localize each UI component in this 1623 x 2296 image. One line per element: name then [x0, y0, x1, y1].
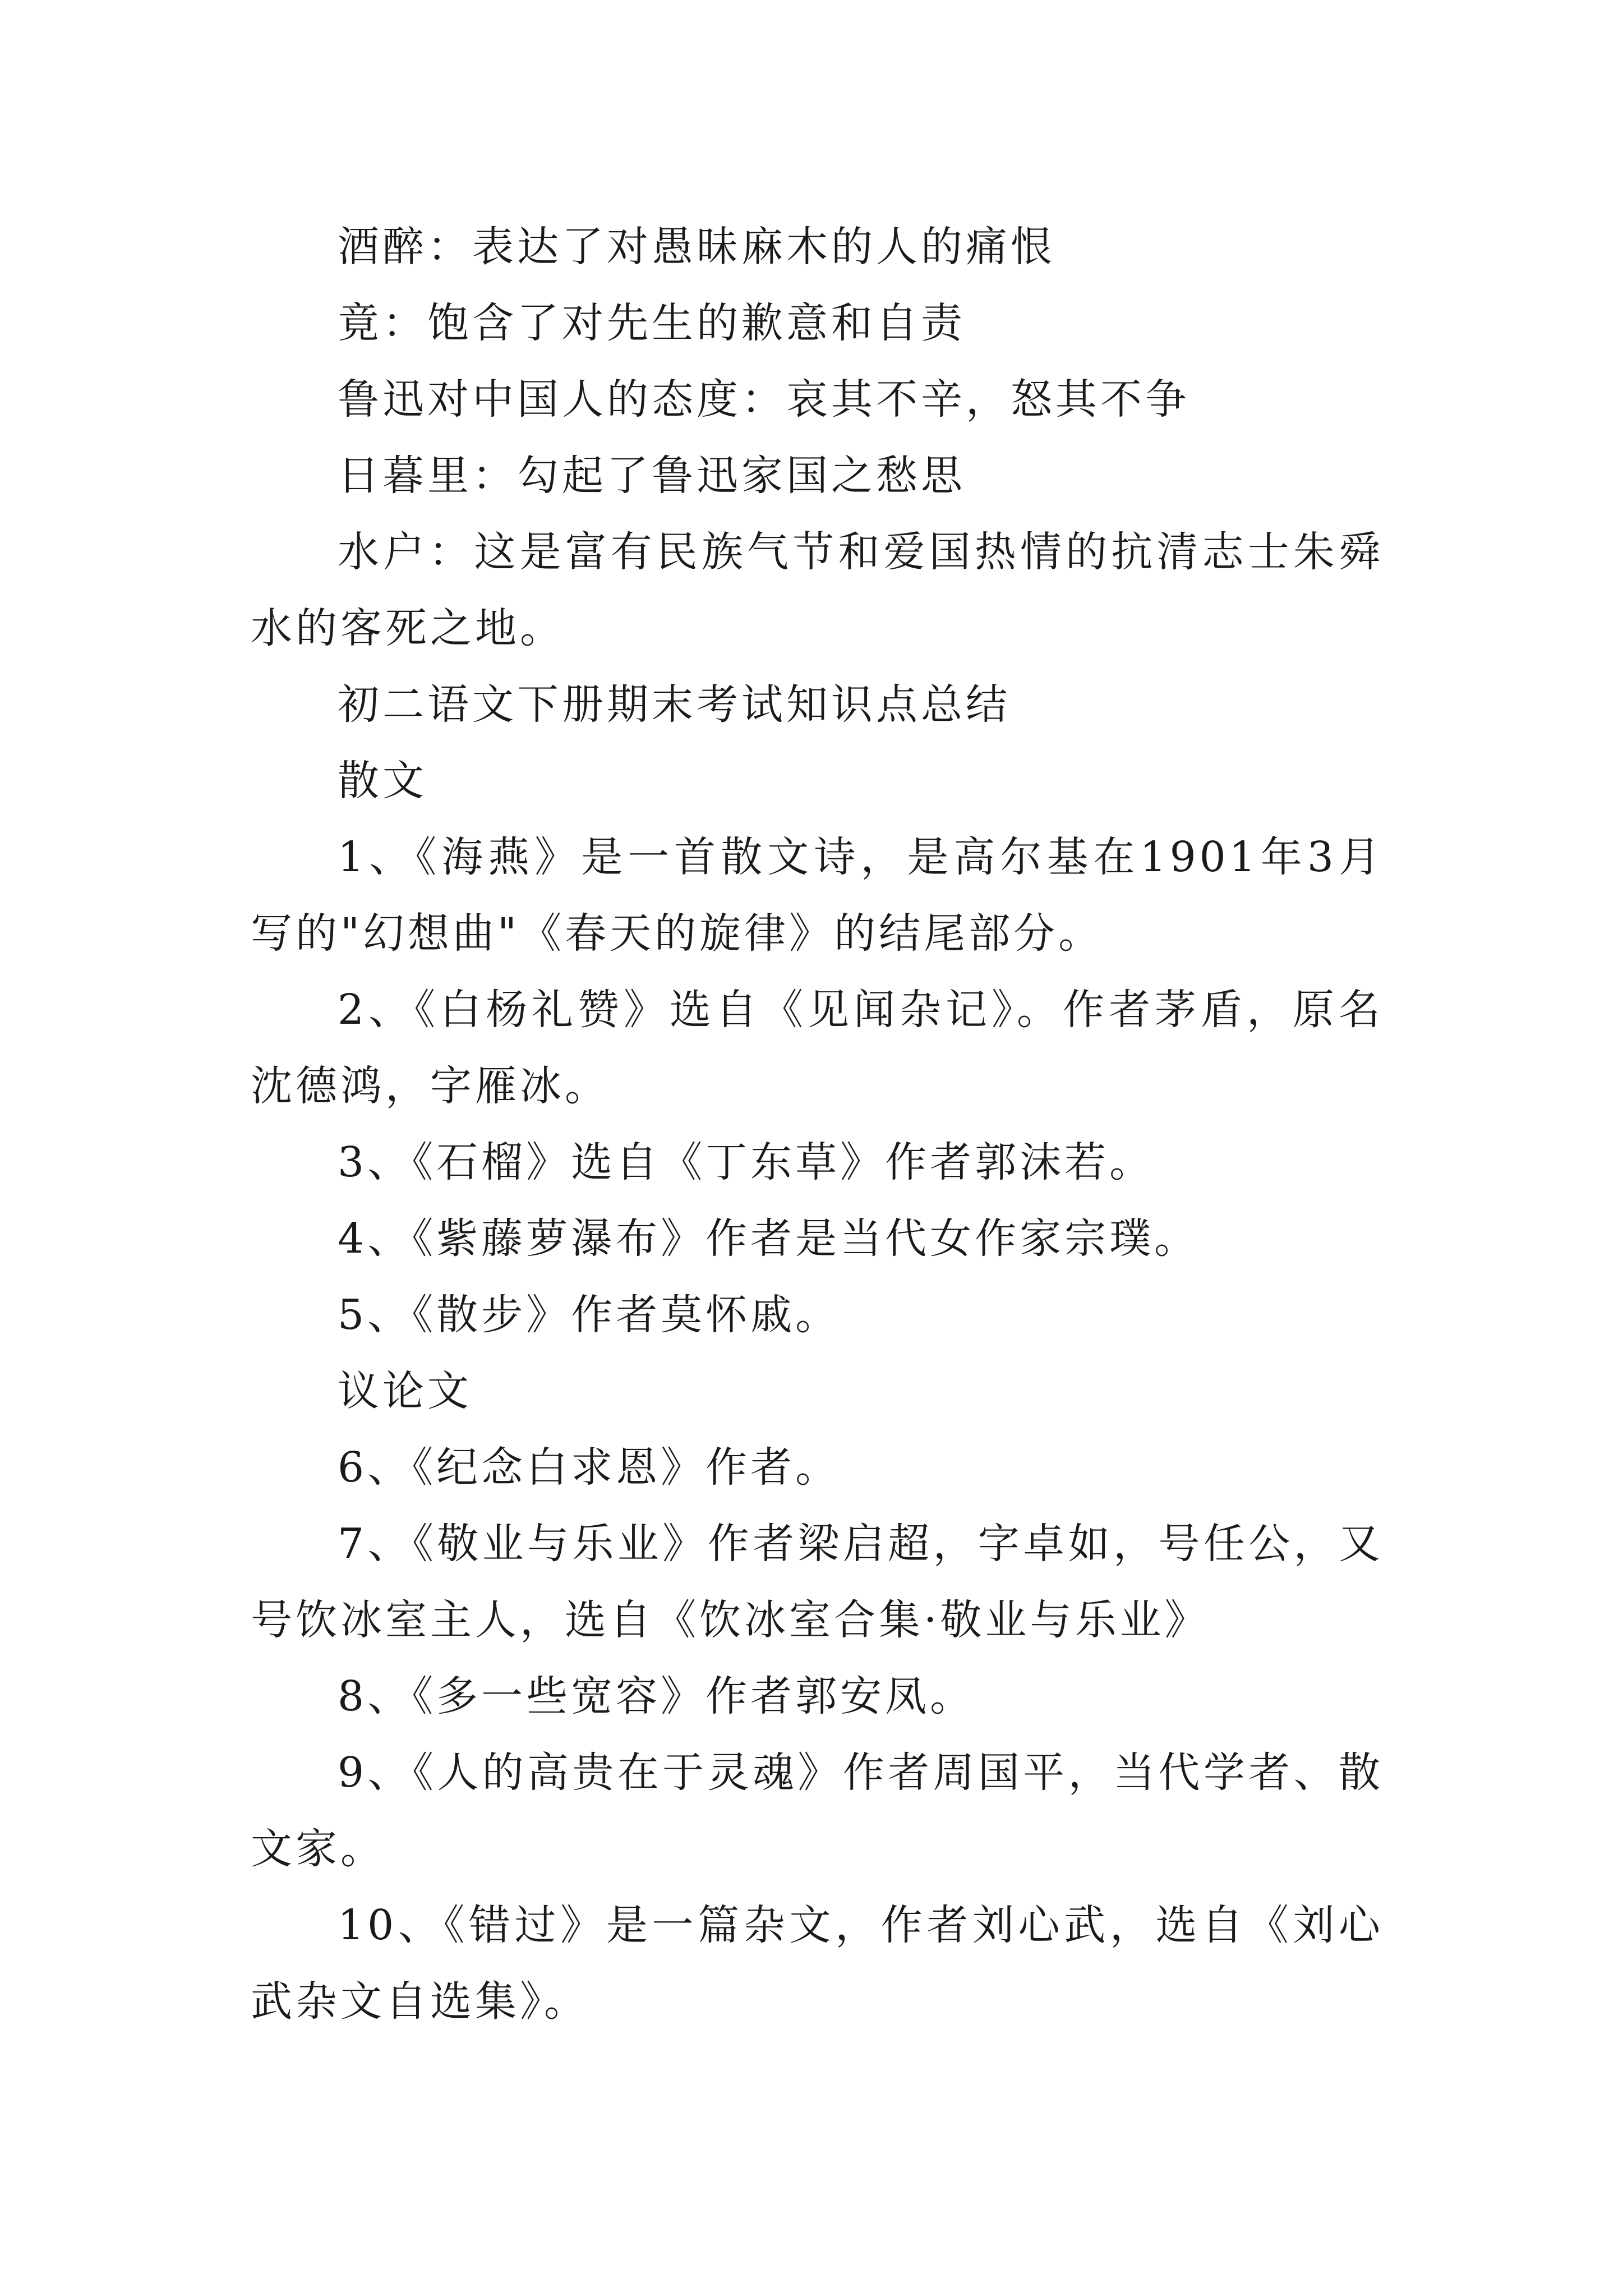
- paragraph: 竟：饱含了对先生的歉意和自责: [338, 299, 966, 347]
- section-heading: 初二语文下册期末考试知识点总结: [338, 680, 1011, 729]
- list-item: 8、《多一些宽容》作者郭安凤。: [338, 1672, 975, 1720]
- paragraph: 日暮里：勾起了鲁迅家国之愁思: [338, 452, 966, 500]
- list-item: 9、《人的高贵在于灵魂》作者周国平，当代学者、散文家。: [251, 1749, 1384, 1873]
- list-item: 7、《敬业与乐业》作者梁启超，字卓如，号任公，又号饮冰室主人，选自《饮冰室合集·敬业与乐业》: [251, 1520, 1384, 1644]
- paragraph: 水户：这是富有民族气节和爱国热情的抗清志士朱舜水的客死之地。: [251, 528, 1384, 652]
- list-item: 4、《紫藤萝瀑布》作者是当代女作家宗璞。: [338, 1214, 1200, 1263]
- paragraph: 鲁迅对中国人的态度：哀其不辛，怒其不争: [338, 375, 1190, 424]
- document-body: [251, 209, 1384, 2040]
- list-item: 10、《错过》是一篇杂文，作者刘心武，选自《刘心武杂文自选集》。: [251, 1901, 1384, 2026]
- list-item: 3、《石榴》选自《丁东草》作者郭沫若。: [338, 1138, 1155, 1186]
- list-item: 6、《纪念白求恩》作者。: [338, 1443, 841, 1492]
- paragraph: 酒醉：表达了对愚昧麻木的人的痛恨: [338, 223, 1055, 271]
- section-heading: 散文: [338, 757, 427, 805]
- list-item: 5、《散步》作者莫怀戚。: [338, 1291, 841, 1339]
- list-item: 2、《白杨礼赞》选自《见闻杂记》。作者茅盾，原名沈德鸿，字雁冰。: [251, 986, 1384, 1110]
- list-item: 1、《海燕》是一首散文诗，是高尔基在1901年3月写的"幻想曲"《春天的旋律》的结尾部分。: [251, 833, 1384, 958]
- section-heading: 议论文: [338, 1367, 472, 1415]
